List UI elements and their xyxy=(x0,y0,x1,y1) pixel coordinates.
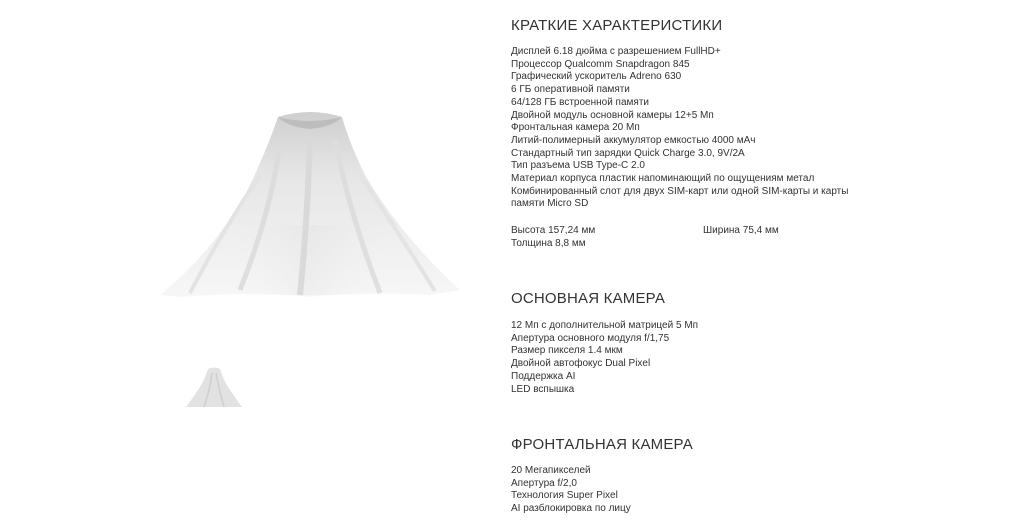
thickness-value: Толщина 8,8 мм xyxy=(511,238,586,249)
list-item: 20 Мегапикселей xyxy=(511,465,591,476)
main-camera-list xyxy=(511,320,851,396)
list-item: LED вспышка xyxy=(511,383,575,395)
list-item: Апертура f/2,0 xyxy=(511,477,577,489)
list-item: Литий-полимерный аккумулятор емкостью 4000 мАч xyxy=(511,134,756,146)
list-item: Апертура основного модуля f/1,75 xyxy=(511,332,670,344)
summary-title: КРАТКИЕ ХАРАКТЕРИСТИКИ xyxy=(511,17,723,34)
width-value: Ширина 75,4 мм xyxy=(703,225,779,236)
list-item: Тип разъема USB Type-C 2.0 xyxy=(511,160,645,172)
front-camera-title: ФРОНТАЛЬНАЯ КАМЕРА xyxy=(511,436,693,453)
product-image xyxy=(160,105,460,305)
product-thumbnail[interactable] xyxy=(186,365,242,409)
list-item: Процессор Qualcomm Snapdragon 845 xyxy=(511,58,690,70)
list-item: Материал корпуса пластик напоминающий по ощущениям метал xyxy=(511,173,815,185)
list-item: 64/128 ГБ встроенной памяти xyxy=(511,96,649,108)
summary-list xyxy=(511,46,851,211)
list-item: Графический ускоритель Adreno 630 xyxy=(511,71,682,83)
list-item: Фронтальная камера 20 Мп xyxy=(511,122,640,134)
list-item: AI разблокировка по лицу xyxy=(511,503,631,515)
height-value: Высота 157,24 мм xyxy=(511,225,596,236)
list-item: Поддержка AI xyxy=(511,370,576,382)
list-item: 12 Мп с дополнительной матрицей 5 Мп xyxy=(511,320,699,331)
front-camera-list xyxy=(511,465,851,516)
list-item: Технология Super Pixel xyxy=(511,490,618,502)
list-item: Комбинированный слот для двух SIM-карт или одной SIM-карты и карты памяти Micro SD xyxy=(511,185,849,210)
list-item: Стандартный тип зарядки Quick Charge 3.0, 9V/2A xyxy=(511,147,745,159)
list-item: Размер пикселя 1.4 мкм xyxy=(511,345,623,357)
main-camera-title: ОСНОВНАЯ КАМЕРА xyxy=(511,290,666,307)
list-item: Двойной автофокус Dual Pixel xyxy=(511,358,651,370)
list-item: Дисплей 6.18 дюйма с разрешением FullHD+ xyxy=(511,46,721,57)
list-item: Двойной модуль основной камеры 12+5 Мп xyxy=(511,109,714,121)
list-item: 6 ГБ оперативной памяти xyxy=(511,84,630,96)
